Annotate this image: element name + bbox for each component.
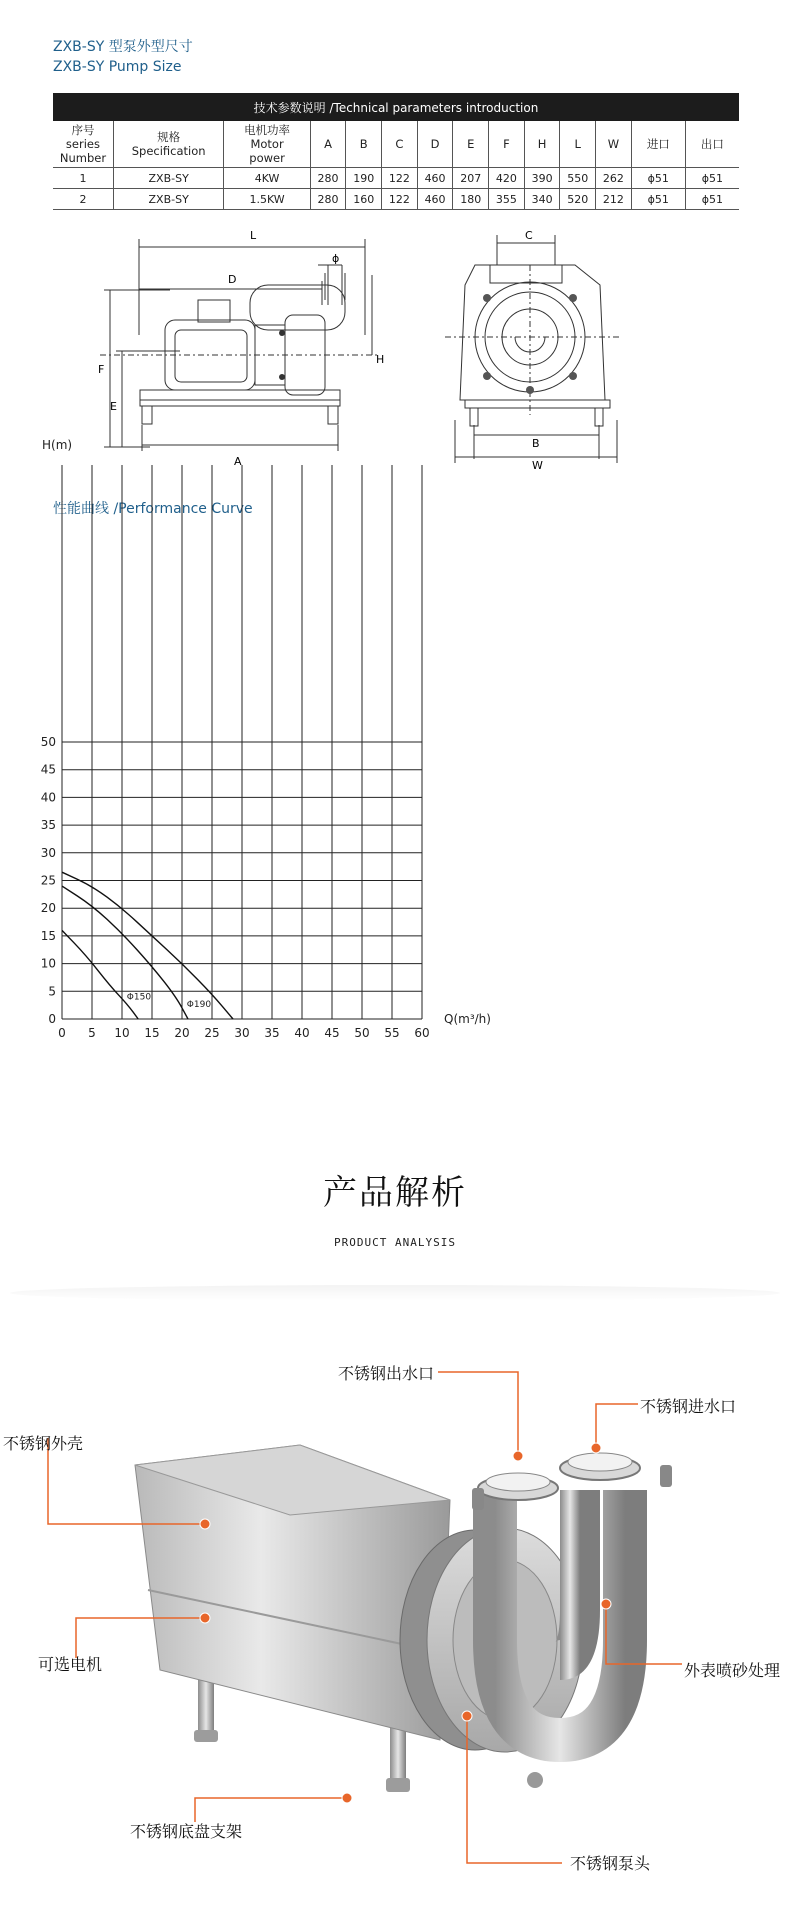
table-cell: 280 — [310, 189, 346, 210]
y-tick-label: 45 — [40, 762, 56, 777]
table-cell: 122 — [382, 189, 418, 210]
x-tick-label: 0 — [58, 1026, 66, 1040]
pump-side-drawing — [80, 225, 420, 470]
pump-front-drawing — [445, 225, 635, 470]
table-cell: 520 — [560, 189, 596, 210]
y-tick-label: 0 — [48, 1012, 56, 1026]
curve-annotation: Φ190 — [186, 999, 212, 1010]
x-tick-label: 60 — [414, 1026, 430, 1040]
x-tick-label: 20 — [174, 1026, 190, 1040]
table-cell: 460 — [417, 189, 453, 210]
x-tick-label: 30 — [234, 1026, 250, 1040]
y-tick-label: 25 — [40, 873, 56, 888]
analysis-subtitle: PRODUCT ANALYSIS — [334, 1236, 456, 1249]
label-A: A — [234, 455, 242, 468]
spec-header-cell: 出口 — [685, 121, 739, 168]
spec-header-cell: D — [417, 121, 453, 168]
spec-header-cell: F — [489, 121, 525, 168]
table-cell: ϕ51 — [631, 168, 685, 189]
callout-pump-head: 不锈钢泵头 — [570, 1854, 651, 1873]
callout-shell: 不锈钢外壳 — [3, 1434, 84, 1453]
table-cell: 390 — [524, 168, 560, 189]
label-D: D — [228, 273, 237, 286]
table-cell: 212 — [596, 189, 632, 210]
x-tick-label: 40 — [294, 1026, 310, 1040]
spec-table — [53, 93, 739, 210]
label-B: B — [532, 437, 540, 450]
spec-header-cell: 进口 — [631, 121, 685, 168]
table-cell: 1.5KW — [224, 189, 310, 210]
table-cell: 355 — [489, 189, 525, 210]
x-tick-label: 10 — [114, 1026, 130, 1040]
table-cell: 122 — [382, 168, 418, 189]
table-cell: 262 — [596, 168, 632, 189]
table-cell: 180 — [453, 189, 489, 210]
x-axis-label: Q(m³/h) — [444, 1012, 491, 1026]
spec-header-cell: H — [524, 121, 560, 168]
x-tick-label: 25 — [204, 1026, 220, 1040]
spec-header-cell: W — [596, 121, 632, 168]
table-cell: ϕ51 — [685, 189, 739, 210]
callout-outlet: 不锈钢出水口 — [338, 1364, 435, 1383]
table-cell: 2 — [53, 189, 113, 210]
y-tick-label: 35 — [40, 818, 56, 833]
y-tick-label: 15 — [40, 928, 56, 943]
table-cell: ϕ51 — [685, 168, 739, 189]
curve-annotation: Φ150 — [126, 992, 152, 1003]
table-cell: ϕ51 — [631, 189, 685, 210]
performance-title: 性能曲线 /Performance Curve — [53, 501, 253, 517]
table-cell: ZXB-SY — [113, 189, 223, 210]
spec-header-cell: A — [310, 121, 346, 168]
table-cell: 460 — [417, 168, 453, 189]
spec-table-header-row — [53, 121, 739, 168]
x-tick-label: 35 — [264, 1026, 280, 1040]
table-cell: 190 — [346, 168, 382, 189]
spec-header-cell: C — [382, 121, 418, 168]
x-tick-label: 15 — [144, 1026, 160, 1040]
label-C: C — [525, 229, 533, 242]
table-cell: 420 — [489, 168, 525, 189]
label-H: H — [376, 353, 385, 366]
table-cell: ZXB-SY — [113, 168, 223, 189]
y-tick-label: 20 — [40, 901, 56, 916]
y-tick-label: 5 — [48, 984, 56, 999]
callout-motor: 可选电机 — [38, 1655, 103, 1674]
divider-shadow — [10, 1285, 780, 1301]
label-W: W — [532, 459, 543, 472]
y-tick-label: 10 — [40, 956, 56, 971]
spec-header-cell: 电机功率 Motor power — [224, 121, 310, 168]
table-cell: 4KW — [224, 168, 310, 189]
label-E: E — [110, 400, 117, 413]
y-axis-label: H(m) — [42, 438, 73, 452]
callout-inlet: 不锈钢进水口 — [640, 1397, 737, 1416]
table-cell: 340 — [524, 189, 560, 210]
table-cell: 280 — [310, 168, 346, 189]
table-cell: 550 — [560, 168, 596, 189]
y-tick-label: 30 — [40, 845, 56, 860]
table-cell: 1 — [53, 168, 113, 189]
series-line — [62, 930, 138, 1019]
x-tick-label: 50 — [354, 1026, 370, 1040]
callout-base: 不锈钢底盘支架 — [130, 1822, 243, 1841]
spec-header-cell: E — [453, 121, 489, 168]
y-tick-label: 50 — [40, 735, 56, 749]
callout-sandblast: 外表喷砂处理 — [684, 1661, 781, 1680]
spec-header-cell: L — [560, 121, 596, 168]
spec-table-body — [53, 168, 739, 210]
section-title-cn: ZXB-SY 型泵外型尺寸 — [53, 39, 193, 55]
y-tick-label: 40 — [40, 790, 56, 805]
label-L: L — [250, 229, 257, 242]
table-cell: 207 — [453, 168, 489, 189]
analysis-title: 产品解析 — [323, 1173, 467, 1213]
x-tick-label: 55 — [384, 1026, 400, 1040]
spec-table-band: 技术参数说明 /Technical parameters introduction — [53, 94, 739, 121]
label-phi: ϕ — [332, 252, 340, 265]
label-F: F — [98, 363, 105, 376]
x-tick-label: 45 — [324, 1026, 340, 1040]
spec-header-cell: 规格 Specification — [113, 121, 223, 168]
x-tick-label: 5 — [88, 1026, 96, 1040]
spec-header-cell: 序号 series Number — [53, 121, 113, 168]
table-cell: 160 — [346, 189, 382, 210]
table-row — [53, 168, 739, 189]
spec-header-cell: B — [346, 121, 382, 168]
table-row — [53, 189, 739, 210]
section-title-en: ZXB-SY Pump Size — [53, 59, 182, 75]
